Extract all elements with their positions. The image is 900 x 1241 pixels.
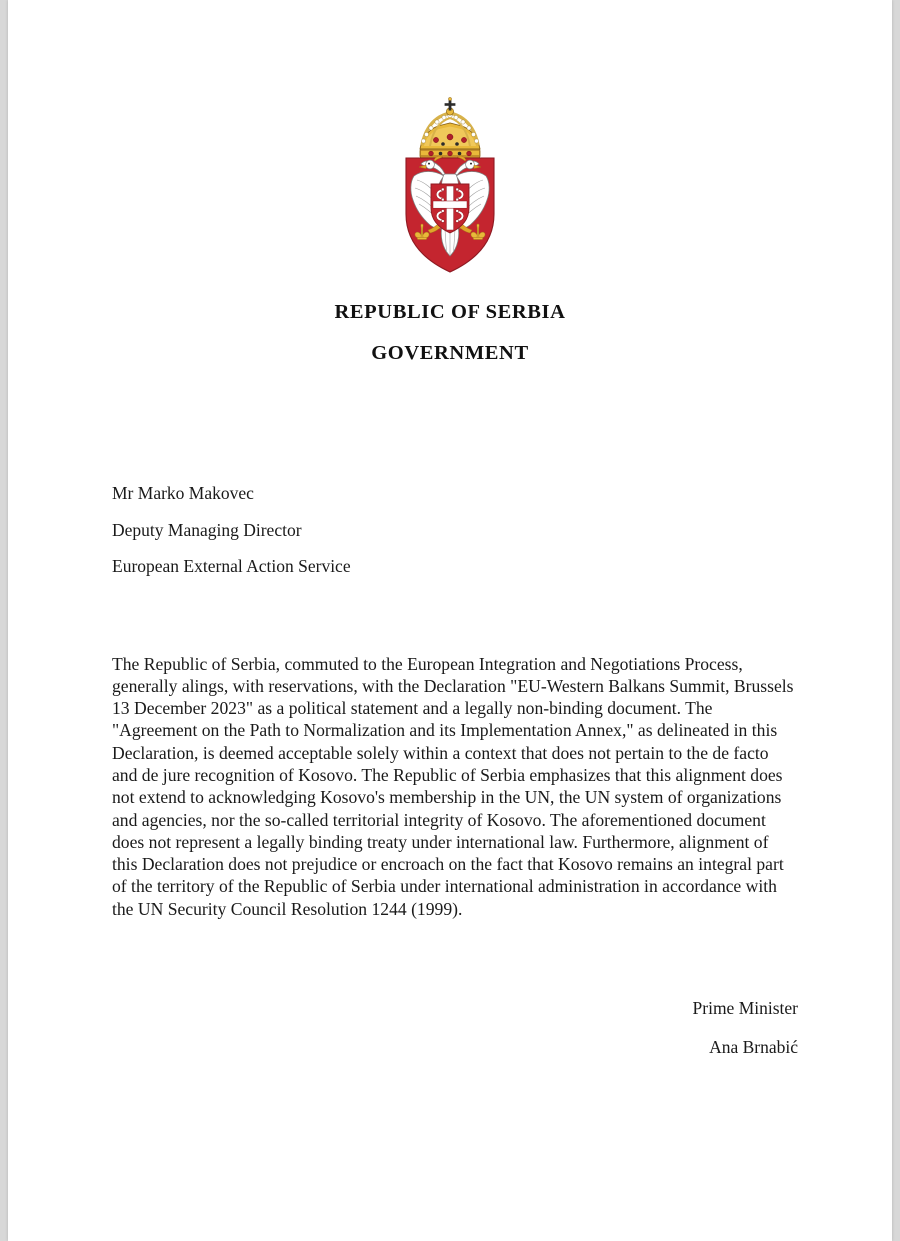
addressee-name: Mr Marko Makovec — [112, 483, 254, 503]
addressee-title: Deputy Managing Director — [112, 519, 302, 540]
document-page — [8, 0, 892, 1241]
organization-name: REPUBLIC OF SERBIA — [334, 301, 566, 323]
signatory-title: Prime Minister — [692, 998, 798, 1019]
addressee-organization: European External Action Service — [112, 556, 351, 576]
organization-branch: GOVERNMENT — [371, 341, 529, 364]
addressee-block — [112, 485, 798, 576]
letter-content — [112, 485, 798, 1056]
emblem-container — [388, 96, 512, 278]
shield-group — [406, 156, 494, 272]
letter-body — [112, 653, 798, 921]
signature-block — [112, 1000, 798, 1056]
crown-group — [420, 97, 480, 158]
coat-of-arms-of-serbia-icon — [388, 96, 512, 278]
body-paragraph: The Republic of Serbia, commuted to the European Integration and Negotiations Process, generally alings, with reservations, with the Declaration "EU-Western Balkans Summit, Brussels 13 December 2023" as a political statement and a legally non-binding document. The "Agreement on the Path to Normalization and its Implementation Annex," as delineated in this Declaration, is deemed acceptable solely within a context that does not pertain to the de facto and de jure recognition of Kosovo. The Republic of Serbia emphasizes that this alignment does not extend to acknowledging Kosovo's membership in the UN, the UN system of organizations and agencies, nor the so-called territorial integrity of Kosovo. The aforementioned document does not represent a legally binding treaty under international law. Furthermore, alignment of this Declaration does not prejudice or encroach on the fact that Kosovo remains an integral part of the territory of the Republic of Serbia under international administration in accordance with the UN Security Council Resolution 1244 (1999). — [112, 653, 794, 919]
letterhead — [8, 0, 892, 363]
signatory-name: Ana Brnabić — [709, 1036, 798, 1057]
